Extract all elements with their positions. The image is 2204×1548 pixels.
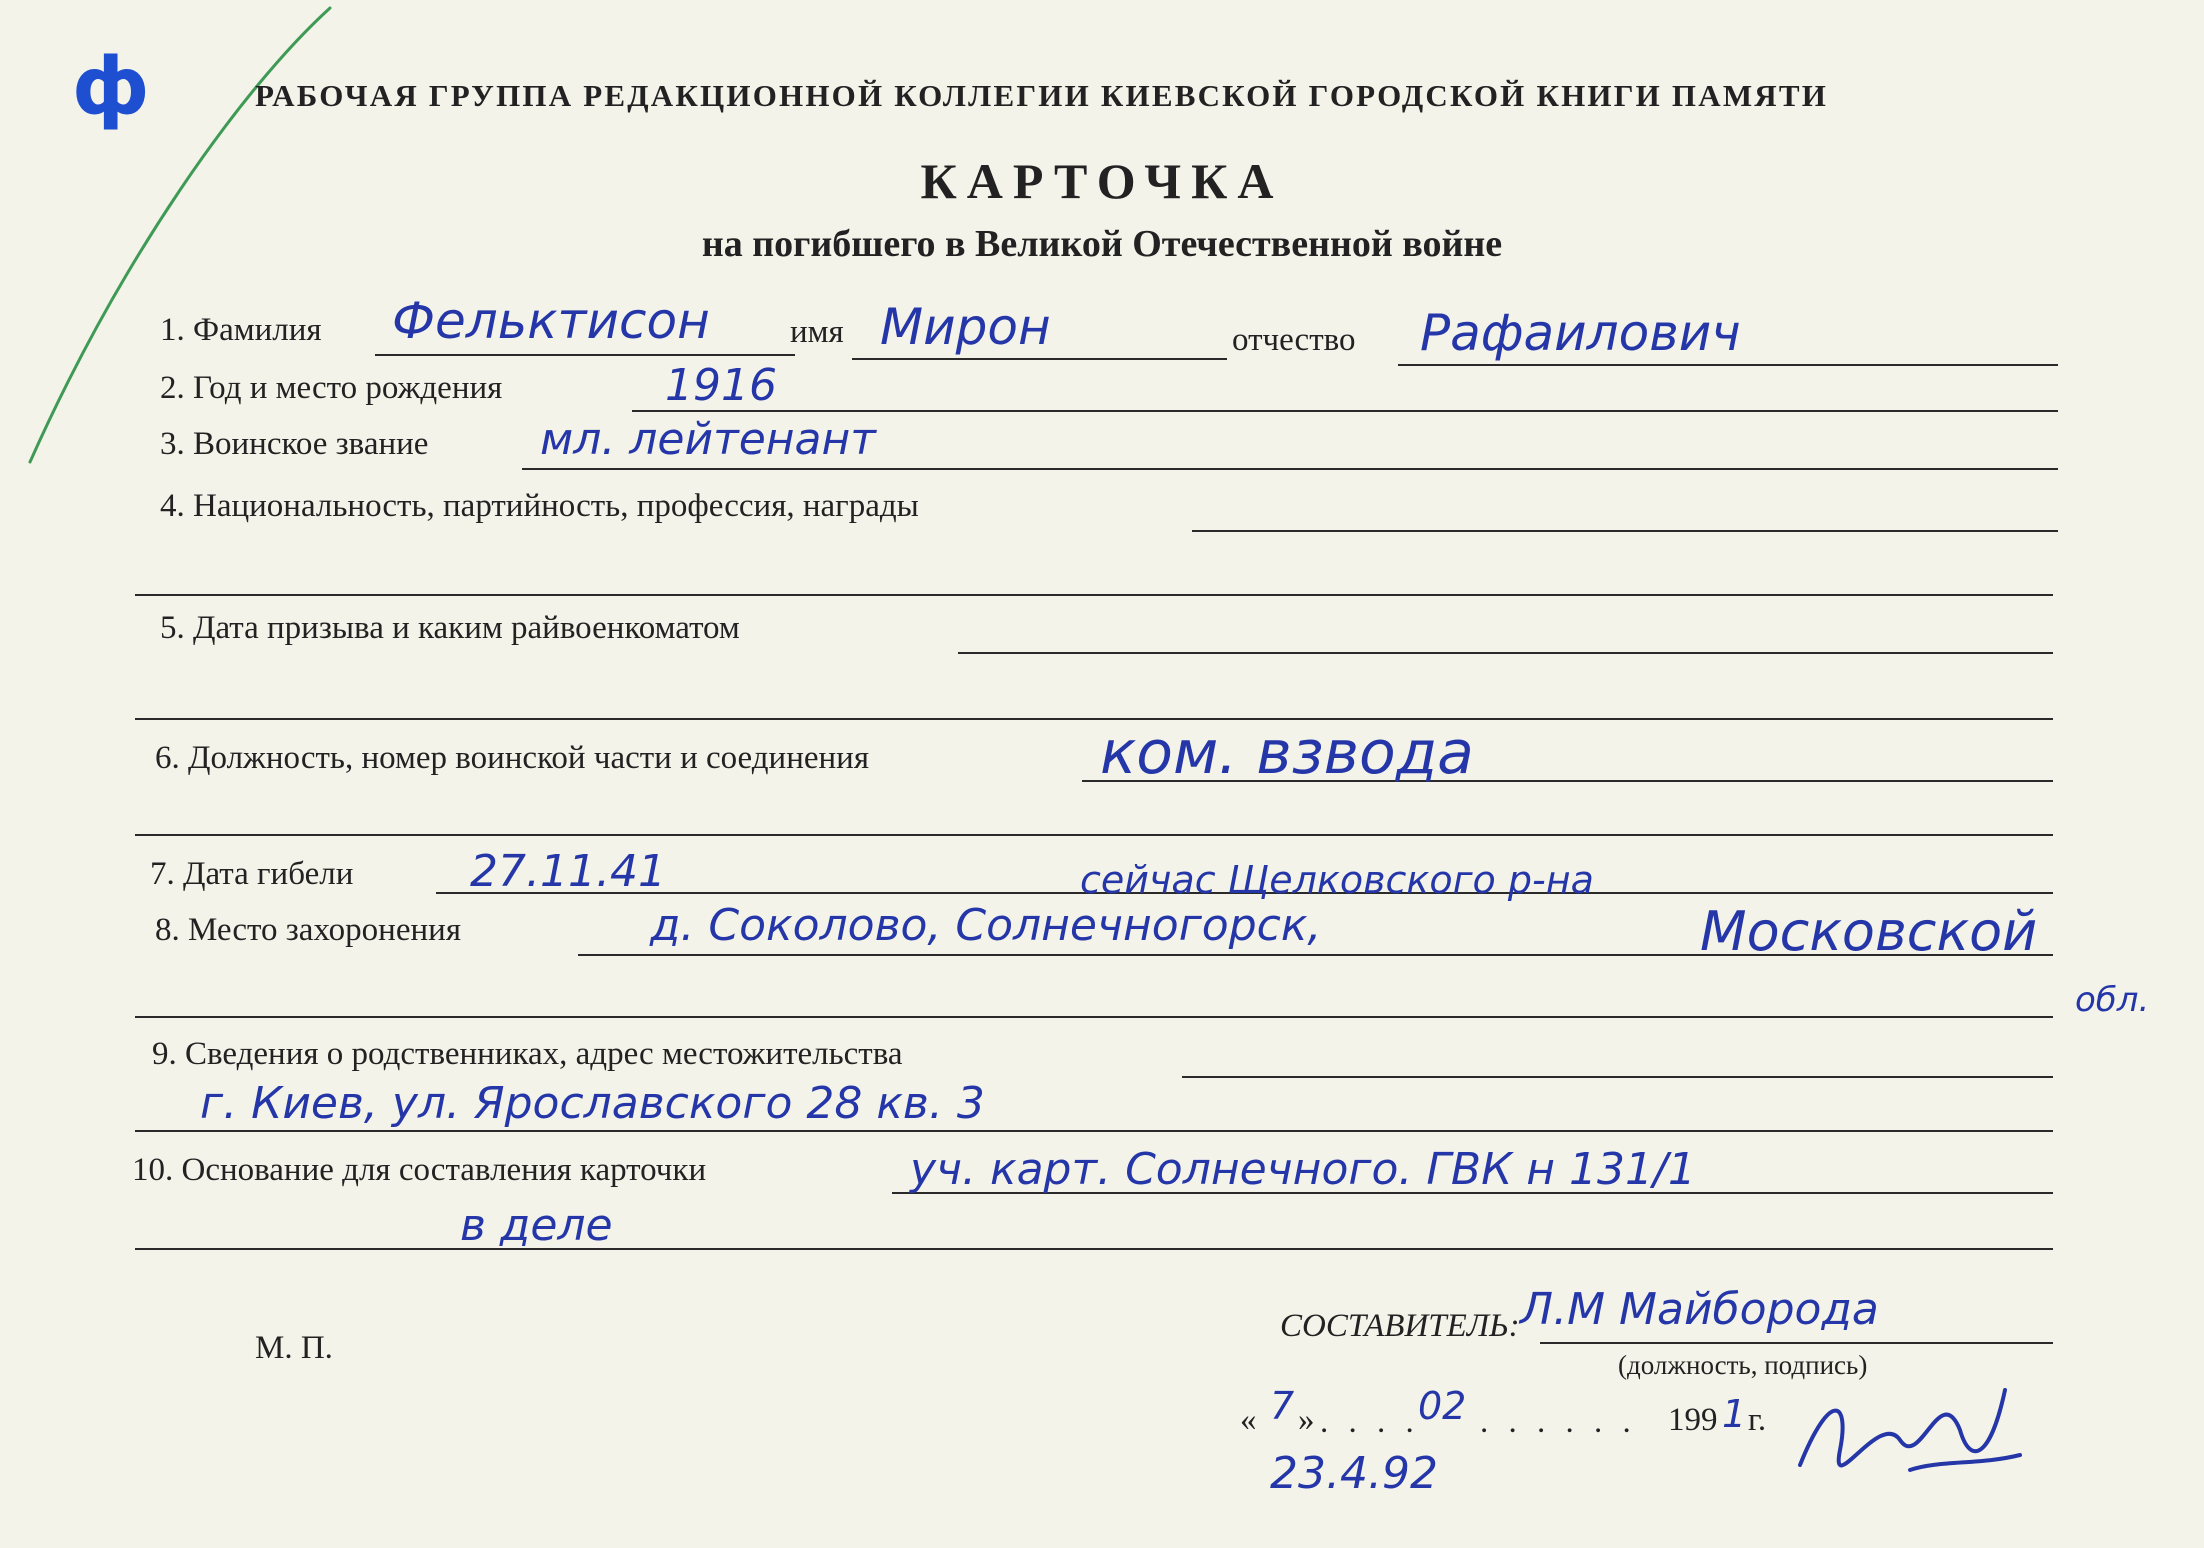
field-birth-label: 2. Год и место рождения [160, 370, 503, 406]
compiler-line [1540, 1342, 2053, 1344]
field-death-date-label: 7. Дата гибели [150, 856, 354, 892]
stamp-place-label: М. П. [255, 1330, 333, 1366]
rank-handwriting: мл. лейтенант [540, 414, 876, 465]
field-name-label: имя [790, 314, 844, 350]
year-prefix: 199 [1668, 1402, 1718, 1438]
corner-marker: ф [72, 42, 150, 132]
surname-line [375, 354, 795, 356]
burial-handwriting: д. Соколово, Солнечногорск, [650, 900, 1322, 951]
field-position-label: 6. Должность, номер воинской части и соединения [155, 740, 869, 776]
card-title: КАРТОЧКА [920, 153, 1284, 209]
date-dots-2: . . . . . . [1480, 1404, 1637, 1440]
patronymic-handwriting: Рафаилович [1420, 304, 1741, 362]
basis-handwriting: уч. карт. Солнечного. ГВК н 131/1 [910, 1144, 1696, 1195]
month-handwriting: 02 [1418, 1384, 1467, 1428]
conscription-line-2 [135, 718, 2053, 720]
burial-note-handwriting: сейчас Щелковского р-на [1080, 858, 1594, 902]
date-dots-1: . . . . [1320, 1404, 1420, 1440]
extra-date-handwriting: 23.4.92 [1270, 1448, 1438, 1499]
burial-region-handwriting: Московской [1700, 900, 2038, 963]
compiler-label: СОСТАВИТЕЛЬ: [1280, 1308, 1520, 1344]
field-burial-label: 8. Место захоронения [155, 912, 461, 948]
date-open-quote: « [1240, 1402, 1257, 1438]
field-rank-label: 3. Воинское звание [160, 426, 429, 462]
approval-signature [1790, 1370, 2050, 1490]
relatives-line-2 [135, 1130, 2053, 1132]
field-conscription-label: 5. Дата призыва и каким райвоенкоматом [160, 610, 740, 646]
name-handwriting: Мирон [880, 298, 1051, 356]
relatives-line [1182, 1076, 2053, 1078]
basis-cont-handwriting: в деле [460, 1200, 613, 1251]
conscription-line [958, 652, 2053, 654]
date-close-quote: » [1298, 1402, 1315, 1438]
year-digit-handwriting: 1 [1722, 1392, 1747, 1436]
day-handwriting: 7 [1270, 1384, 1295, 1428]
field-patronymic-label: отчество [1232, 322, 1356, 358]
birth-year-handwriting: 1916 [665, 360, 777, 411]
field-surname-label: 1. Фамилия [160, 312, 322, 348]
surname-handwriting: Фельктисон [392, 292, 710, 350]
patronymic-line [1398, 364, 2058, 366]
burial-region-suffix: обл. [2075, 980, 2150, 1020]
field-relatives-label: 9. Сведения о родственниках, адрес местожительства [152, 1036, 903, 1072]
birth-line [632, 410, 2058, 412]
death-date-handwriting: 27.11.41 [470, 846, 666, 897]
position-line-2 [135, 834, 2053, 836]
position-handwriting: ком. взвода [1100, 718, 1474, 788]
nationality-line-2 [135, 594, 2053, 596]
basis-line-2 [135, 1248, 2053, 1250]
compiler-signature: Л.М Майборода [1520, 1284, 1879, 1335]
compiler-hint: (должность, подпись) [1618, 1350, 1868, 1380]
field-nationality-label: 4. Национальность, партийность, профессия, награды [160, 488, 919, 524]
name-line [852, 358, 1227, 360]
year-suffix: г. [1748, 1402, 1767, 1438]
organization-heading: РАБОЧАЯ ГРУППА РЕДАКЦИОННОЙ КОЛЛЕГИИ КИЕВСКОЙ ГОРОДСКОЙ КНИГИ ПАМЯТИ [255, 78, 1829, 113]
rank-line [522, 468, 2058, 470]
relatives-handwriting: г. Киев, ул. Ярославского 28 кв. 3 [200, 1078, 985, 1129]
nationality-line [1192, 530, 2058, 532]
field-basis-label: 10. Основание для составления карточки [132, 1152, 707, 1188]
burial-line-2 [135, 1016, 2053, 1018]
card-subtitle: на погибшего в Великой Отечественной войне [701, 223, 1503, 265]
